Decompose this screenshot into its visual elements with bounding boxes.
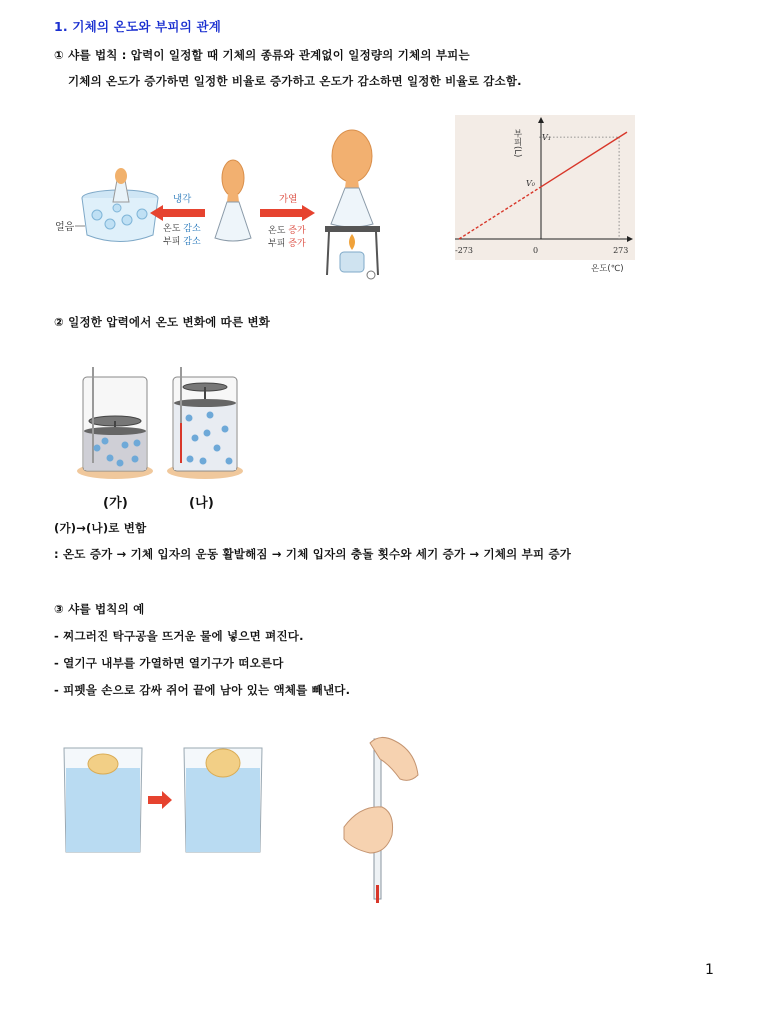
charles-law-chart [455,115,635,275]
right-temp-label: 온도 증가 [268,226,306,236]
cool-arrow [150,205,205,221]
cylinder-b [167,367,243,479]
ping-pong-beakers-figure [60,740,280,860]
x-tick-label: 0 [533,246,539,255]
x-tick-label: -273 [455,246,473,255]
beaker-left [64,748,142,852]
middle-flask [215,160,251,241]
page-heading: 1. 기체의 온도와 부피의 관계 [54,19,222,34]
charles-law-line2: 기체의 온도가 증가하면 일정한 비율로 증가하고 온도가 감소하면 일정한 비율로 감소함. [68,74,522,88]
left-temp-label: 온도 감소 [163,224,201,234]
heat-arrow [260,205,315,221]
ice-label: 얼음 [55,222,75,233]
bottom-hand [344,807,393,853]
transition-arrow [148,791,172,809]
ice-bowl [82,168,158,242]
y-marker-v0: V₀ [526,179,536,189]
charles-law-line1: ① 샤를 법칙 : 압력이 일정할 때 기체의 종류와 관계없이 일정량의 기체의 부피는 [54,48,470,62]
balloon-experiment-figure [55,110,385,290]
heated-flask [325,130,380,279]
right-vol-label: 부피 증가 [268,239,306,249]
cylinder-a [77,367,153,479]
y-marker-v1: V₁ [542,133,552,143]
change-line: (가)→(나)로 변함 [54,521,147,535]
heat-label: 가열 [279,194,298,205]
section3-title: ③ 샤를 법칙의 예 [54,602,145,616]
label-na: (나) [189,496,215,511]
pipette-hand-figure [340,735,430,905]
y-axis-label: 부피(L) [512,129,522,158]
section2-title: ② 일정한 압력에서 온도 변화에 따른 변화 [54,315,271,329]
piston-cylinders-figure [75,363,245,493]
x-axis-label: 온도(℃) [591,264,624,274]
explanation-line: : 온도 증가 → 기체 입자의 운동 활발해짐 → 기체 입자의 충돌 횟수와 세기 증가 → 기체의 부피 증가 [54,547,572,561]
cool-label: 냉각 [173,194,192,205]
label-ga: (가) [103,496,129,511]
left-vol-label: 부피 감소 [163,237,201,247]
x-tick-label: 273 [613,246,629,255]
example-item: - 피펫을 손으로 감싸 쥐어 끝에 남아 있는 액체를 빼낸다. [54,683,351,697]
page-number: 1 [705,962,714,978]
example-item: - 찌그러진 탁구공을 뜨거운 물에 넣으면 펴진다. [54,629,304,643]
beaker-right [184,748,262,852]
example-item: - 열기구 내부를 가열하면 열기구가 떠오른다 [54,656,284,670]
